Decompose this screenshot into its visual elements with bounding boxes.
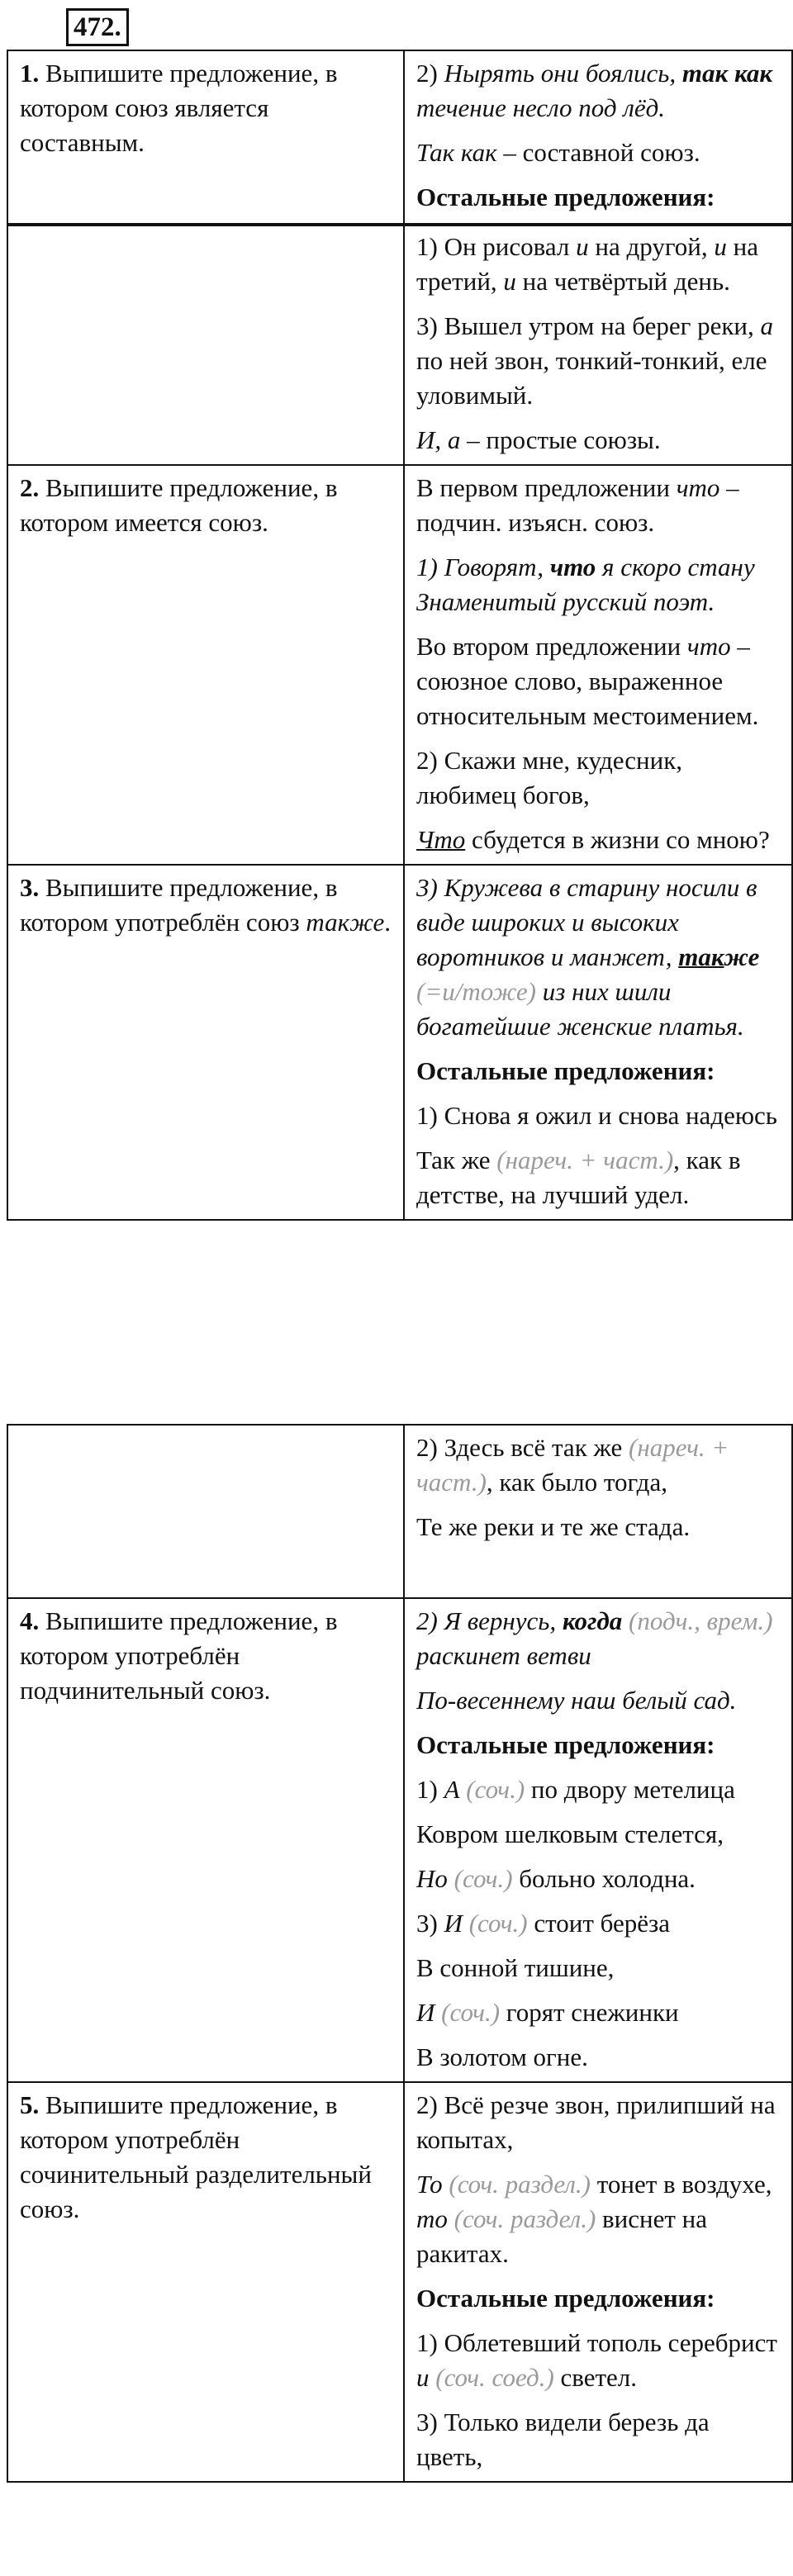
answer-sentence-b: По-весеннему наш белый сад. <box>416 1686 737 1715</box>
other-sentence-3: 3) И (соч.) стоит берёза <box>416 1909 671 1938</box>
table-row <box>7 865 792 1220</box>
other-sentence-2b: Те же реки и те же стада. <box>416 1512 691 1541</box>
task-cell-3: 3. Выпишите предложение, в котором употреблён союз также. <box>7 865 404 1220</box>
task-text: Выпишите предложение, в котором употреблён сочинительный разделительный союз. <box>20 2090 372 2223</box>
answer-cell-1 <box>404 50 792 225</box>
other-sentence-1: 1) А (соч.) по двору метелица <box>416 1775 735 1804</box>
task-number: 2. <box>20 473 40 502</box>
task-table-1 <box>7 50 793 226</box>
other-sentence-3: 3) Вышел утром на берег реки, а по ней звон, тонкий-тонкий, еле уловимый. <box>416 311 773 410</box>
answer-cell-5 <box>404 2082 792 2482</box>
task-cell-2 <box>7 465 404 865</box>
answer-sentence: 2) Нырять они боялись, так как течение несло под лёд. <box>416 59 773 122</box>
other-sentence-1: 1) Он рисовал и на другой, и на третий, и на четвёртый день. <box>416 232 758 296</box>
conclusion: И, а – простые союзы. <box>416 425 661 454</box>
task-cell-empty <box>7 224 404 465</box>
others-heading: Остальные предложения: <box>416 1730 715 1759</box>
other-sentence-1b: Ковром шелковым стелется, <box>416 1819 724 1848</box>
answer-sentence: 2) Я вернусь, когда (подч., врем.) раскинет ветви <box>416 1606 773 1670</box>
answer-note: В первом предложении что – подчин. изъясн. союз. <box>416 473 739 537</box>
other-sentence-3: 3) Только видели березь да цветь, <box>416 2408 710 2471</box>
other-sentence-3c: И (соч.) горят снежинки <box>416 1998 679 2027</box>
other-sentence-2: 2) Здесь всё так же (нареч. + част.), как было тогда, <box>416 1433 729 1497</box>
answer-sentence: 1) Говорят, что я скоро стану Знаменитый русский поэт. <box>416 553 755 616</box>
table-row <box>7 224 792 465</box>
answer-cell-2 <box>404 465 792 865</box>
table-row <box>7 1425 792 1598</box>
other-sentence-3b: В сонной тишине, <box>416 1953 615 1982</box>
other-sentence-1b: Так же (нареч. + част.), как в детстве, на лучший удел. <box>416 1146 741 1209</box>
answer-cell-1-cont <box>404 224 792 465</box>
answer-sentence-b: То (соч. раздел.) тонет в воздухе, то (соч. раздел.) виснет на ракитах. <box>416 2170 772 2268</box>
other-sentence-2b: Что сбудется в жизни со мною? <box>416 825 770 854</box>
answer-note: Во втором предложении что – союзное слово, выраженное относительным местоимением. <box>416 632 759 730</box>
exercise-number: 472. <box>66 8 129 46</box>
table-row <box>7 465 792 865</box>
task-text: Выпишите предложение, в котором имеется союз. <box>20 473 338 537</box>
task-table-3 <box>7 1424 793 2483</box>
task-number: 3. <box>20 873 40 902</box>
task-text: Выпишите предложение, в котором употреблён союз <box>20 873 338 937</box>
task-cell-empty <box>7 1425 404 1598</box>
task-cell-1 <box>7 50 404 225</box>
others-heading: Остальные предложения: <box>416 183 715 211</box>
task-number: 1. <box>20 59 40 88</box>
task-text: Выпишите предложение, в котором употреблён подчинительный союз. <box>20 1606 338 1705</box>
answer-cell-3 <box>404 865 792 1220</box>
task-number: 5. <box>20 2090 40 2119</box>
other-sentence-1: 1) Облетевший тополь серебрист и (соч. соед.) светел. <box>416 2328 777 2392</box>
answer-sentence: 3) Кружева в старину носили в виде широких и высоких воротников и манжет, также (=и/тоже) из них шили богатейшие женские платья. <box>416 873 760 1041</box>
other-sentence-3d: В золотом огне. <box>416 2042 588 2071</box>
task-number: 4. <box>20 1606 40 1635</box>
other-sentence-2: 2) Скажи мне, кудесник, любимец богов, <box>416 746 683 809</box>
other-sentence-1: 1) Снова я ожил и снова надеюсь <box>416 1101 777 1130</box>
other-sentence-1c: Но (соч.) больно холодна. <box>416 1864 696 1893</box>
task-text: Выпишите предложение, в котором союз является составным. <box>20 59 338 157</box>
answer-note: Так как – составной союз. <box>416 138 700 167</box>
answer-sentence: 2) Всё резче звон, прилипший на копытах, <box>416 2090 776 2154</box>
table-row <box>7 1598 792 2082</box>
task-cell-4 <box>7 1598 404 2082</box>
others-heading: Остальные предложения: <box>416 2284 715 2313</box>
task-cell-5 <box>7 2082 404 2482</box>
table-row <box>7 50 792 225</box>
answer-cell-4 <box>404 1598 792 2082</box>
task-table-2 <box>7 223 793 1221</box>
table-row <box>7 2082 792 2482</box>
others-heading: Остальные предложения: <box>416 1056 715 1085</box>
answer-cell-3-cont <box>404 1425 792 1598</box>
